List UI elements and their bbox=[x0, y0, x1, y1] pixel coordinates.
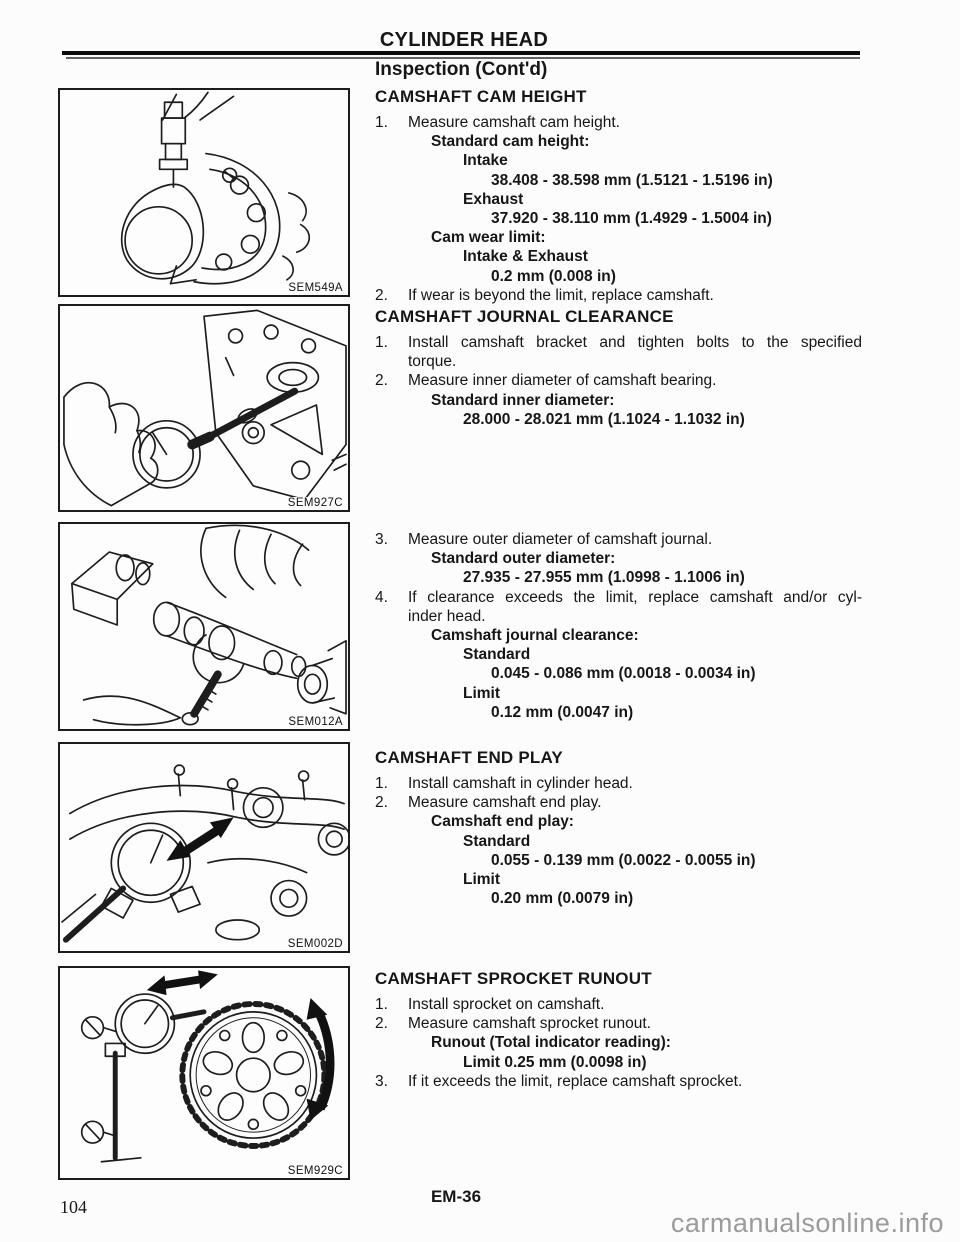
runout-double-arrows bbox=[147, 970, 335, 1120]
spec-line: Standard inner diameter: bbox=[431, 391, 615, 409]
item-number: 1. bbox=[375, 996, 388, 1013]
item-text bbox=[408, 333, 862, 371]
text-line: Measure camshaft end play. bbox=[408, 794, 602, 812]
item-text bbox=[408, 113, 862, 132]
figure-cam-height bbox=[58, 88, 350, 297]
spec-line: Camshaft journal clearance: bbox=[431, 627, 639, 645]
spec-line: 28.000 - 28.021 mm (1.1024 - 1.1032 in) bbox=[463, 410, 745, 428]
section-camshaft-sprocket-runout bbox=[375, 969, 875, 1091]
spec-line: Limit 0.25 mm (0.0098 in) bbox=[463, 1053, 647, 1071]
camshaft bbox=[154, 602, 306, 678]
list-item bbox=[375, 333, 875, 371]
text-line: If it exceeds the limit, replace camshaft sprocket. bbox=[408, 1072, 743, 1090]
section-page-code: EM-36 bbox=[430, 1187, 482, 1206]
text-line: torque. bbox=[408, 353, 457, 371]
list-item bbox=[375, 995, 875, 1014]
spec-line: Cam wear limit: bbox=[431, 229, 546, 247]
end-play-double-arrow bbox=[167, 817, 234, 860]
list-item bbox=[375, 793, 875, 812]
list-item bbox=[375, 774, 875, 793]
text-line: Install camshaft bracket and tighten bolts to the specified bbox=[408, 334, 862, 351]
spec-line: Standard bbox=[463, 646, 531, 664]
text-line: Measure camshaft sprocket runout. bbox=[408, 1015, 651, 1033]
text-line: If clearance exceeds the limit, replace camshaft and/or cyl- bbox=[408, 588, 862, 606]
section-heading: CAMSHAFT JOURNAL CLEARANCE bbox=[375, 307, 674, 326]
figure-end-play bbox=[58, 742, 350, 953]
spec-line: Exhaust bbox=[463, 190, 524, 208]
list-item bbox=[375, 286, 875, 305]
spec-line: Intake & Exhaust bbox=[463, 248, 588, 266]
spec-line: 0.12 mm (0.0047 in) bbox=[491, 703, 634, 721]
dial-gauge-end-play-illustration bbox=[60, 744, 348, 951]
item-number: 1. bbox=[375, 334, 388, 351]
spec-line: 0.2 mm (0.008 in) bbox=[491, 267, 616, 285]
list-item bbox=[375, 588, 875, 626]
figure-label: SEM012A bbox=[288, 716, 343, 728]
item-number: 4. bbox=[375, 588, 388, 606]
section-camshaft-cam-height bbox=[375, 87, 875, 305]
spec-line: Limit bbox=[463, 871, 501, 889]
spec-line: 37.920 - 38.110 mm (1.4929 - 1.5004 in) bbox=[491, 210, 772, 228]
item-text bbox=[408, 793, 862, 812]
micrometer-cam-lobe-illustration bbox=[60, 90, 348, 295]
figure-label: SEM002D bbox=[287, 938, 343, 950]
item-number: 2. bbox=[375, 794, 388, 812]
text-line: inder head. bbox=[408, 607, 486, 625]
item-number: 2. bbox=[375, 372, 388, 390]
page-number: 104 bbox=[60, 1197, 87, 1217]
spec-line: Camshaft end play: bbox=[431, 813, 574, 831]
figure-sprocket-runout bbox=[58, 966, 350, 1180]
figure-label: SEM549A bbox=[288, 282, 343, 294]
item-text bbox=[408, 530, 862, 549]
text-line: Measure inner diameter of camshaft bearing. bbox=[408, 372, 717, 390]
spec-line: 27.935 - 27.955 mm (1.0998 - 1.1006 in) bbox=[463, 569, 745, 587]
page-title: CYLINDER HEAD bbox=[379, 29, 549, 51]
watermark: carmanualsonline.info bbox=[670, 1208, 944, 1238]
item-number: 3. bbox=[375, 1072, 388, 1090]
page-subtitle: Inspection (Cont'd) bbox=[375, 59, 548, 80]
item-text bbox=[408, 995, 862, 1014]
item-number: 1. bbox=[375, 775, 388, 792]
item-number: 2. bbox=[375, 286, 388, 304]
spec-line: Standard bbox=[463, 832, 531, 850]
list-item bbox=[375, 371, 875, 390]
dial-indicator bbox=[133, 421, 200, 488]
text-line: Install sprocket on camshaft. bbox=[408, 996, 605, 1013]
section-journal-clearance-continued bbox=[375, 530, 875, 722]
camshaft-sprocket bbox=[182, 1004, 324, 1146]
item-number: 3. bbox=[375, 531, 388, 548]
item-text bbox=[408, 286, 862, 305]
spec-line: Intake bbox=[463, 152, 508, 170]
list-item bbox=[375, 530, 875, 549]
figure-label: SEM927C bbox=[287, 497, 343, 509]
dial-gauge-sprocket-illustration bbox=[60, 968, 348, 1178]
section-heading: CAMSHAFT END PLAY bbox=[375, 748, 563, 767]
text-line: Measure camshaft cam height. bbox=[408, 114, 620, 131]
spec-line: Standard cam height: bbox=[431, 133, 590, 151]
item-text bbox=[408, 1072, 862, 1091]
figure-journal-clearance bbox=[58, 304, 350, 512]
list-item bbox=[375, 1072, 875, 1091]
spec-line: Limit bbox=[463, 684, 501, 702]
item-text bbox=[408, 371, 862, 390]
spec-line: 0.045 - 0.086 mm (0.0018 - 0.0034 in) bbox=[491, 665, 756, 683]
item-number: 2. bbox=[375, 1015, 388, 1033]
item-text bbox=[408, 1014, 862, 1033]
item-text bbox=[408, 588, 862, 626]
item-text bbox=[408, 774, 862, 793]
spec-line: Standard outer diameter: bbox=[431, 550, 616, 568]
text-line: Measure outer diameter of camshaft journal. bbox=[408, 531, 713, 548]
spec-line: 38.408 - 38.598 mm (1.5121 - 1.5196 in) bbox=[491, 171, 773, 189]
spec-line: 0.055 - 0.139 mm (0.0022 - 0.0055 in) bbox=[491, 851, 756, 869]
micrometer-camshaft-illustration bbox=[60, 524, 348, 729]
text-line: If wear is beyond the limit, replace camshaft. bbox=[408, 286, 714, 304]
spec-line: 0.20 mm (0.0079 in) bbox=[491, 890, 634, 908]
spec-line: Runout (Total indicator reading): bbox=[431, 1034, 671, 1052]
list-item bbox=[375, 1014, 875, 1033]
text-line: Install camshaft in cylinder head. bbox=[408, 775, 633, 792]
bore-gauge-cylinder-head-illustration bbox=[60, 306, 348, 510]
list-item bbox=[375, 113, 875, 132]
section-heading: CAMSHAFT CAM HEIGHT bbox=[375, 87, 587, 106]
header-rule bbox=[62, 51, 860, 55]
section-camshaft-end-play bbox=[375, 748, 875, 908]
section-heading: CAMSHAFT SPROCKET RUNOUT bbox=[375, 969, 652, 988]
section-camshaft-journal-clearance bbox=[375, 307, 875, 429]
figure-label: SEM929C bbox=[287, 1165, 343, 1177]
item-number: 1. bbox=[375, 114, 388, 131]
figure-journal-diameter bbox=[58, 522, 350, 731]
